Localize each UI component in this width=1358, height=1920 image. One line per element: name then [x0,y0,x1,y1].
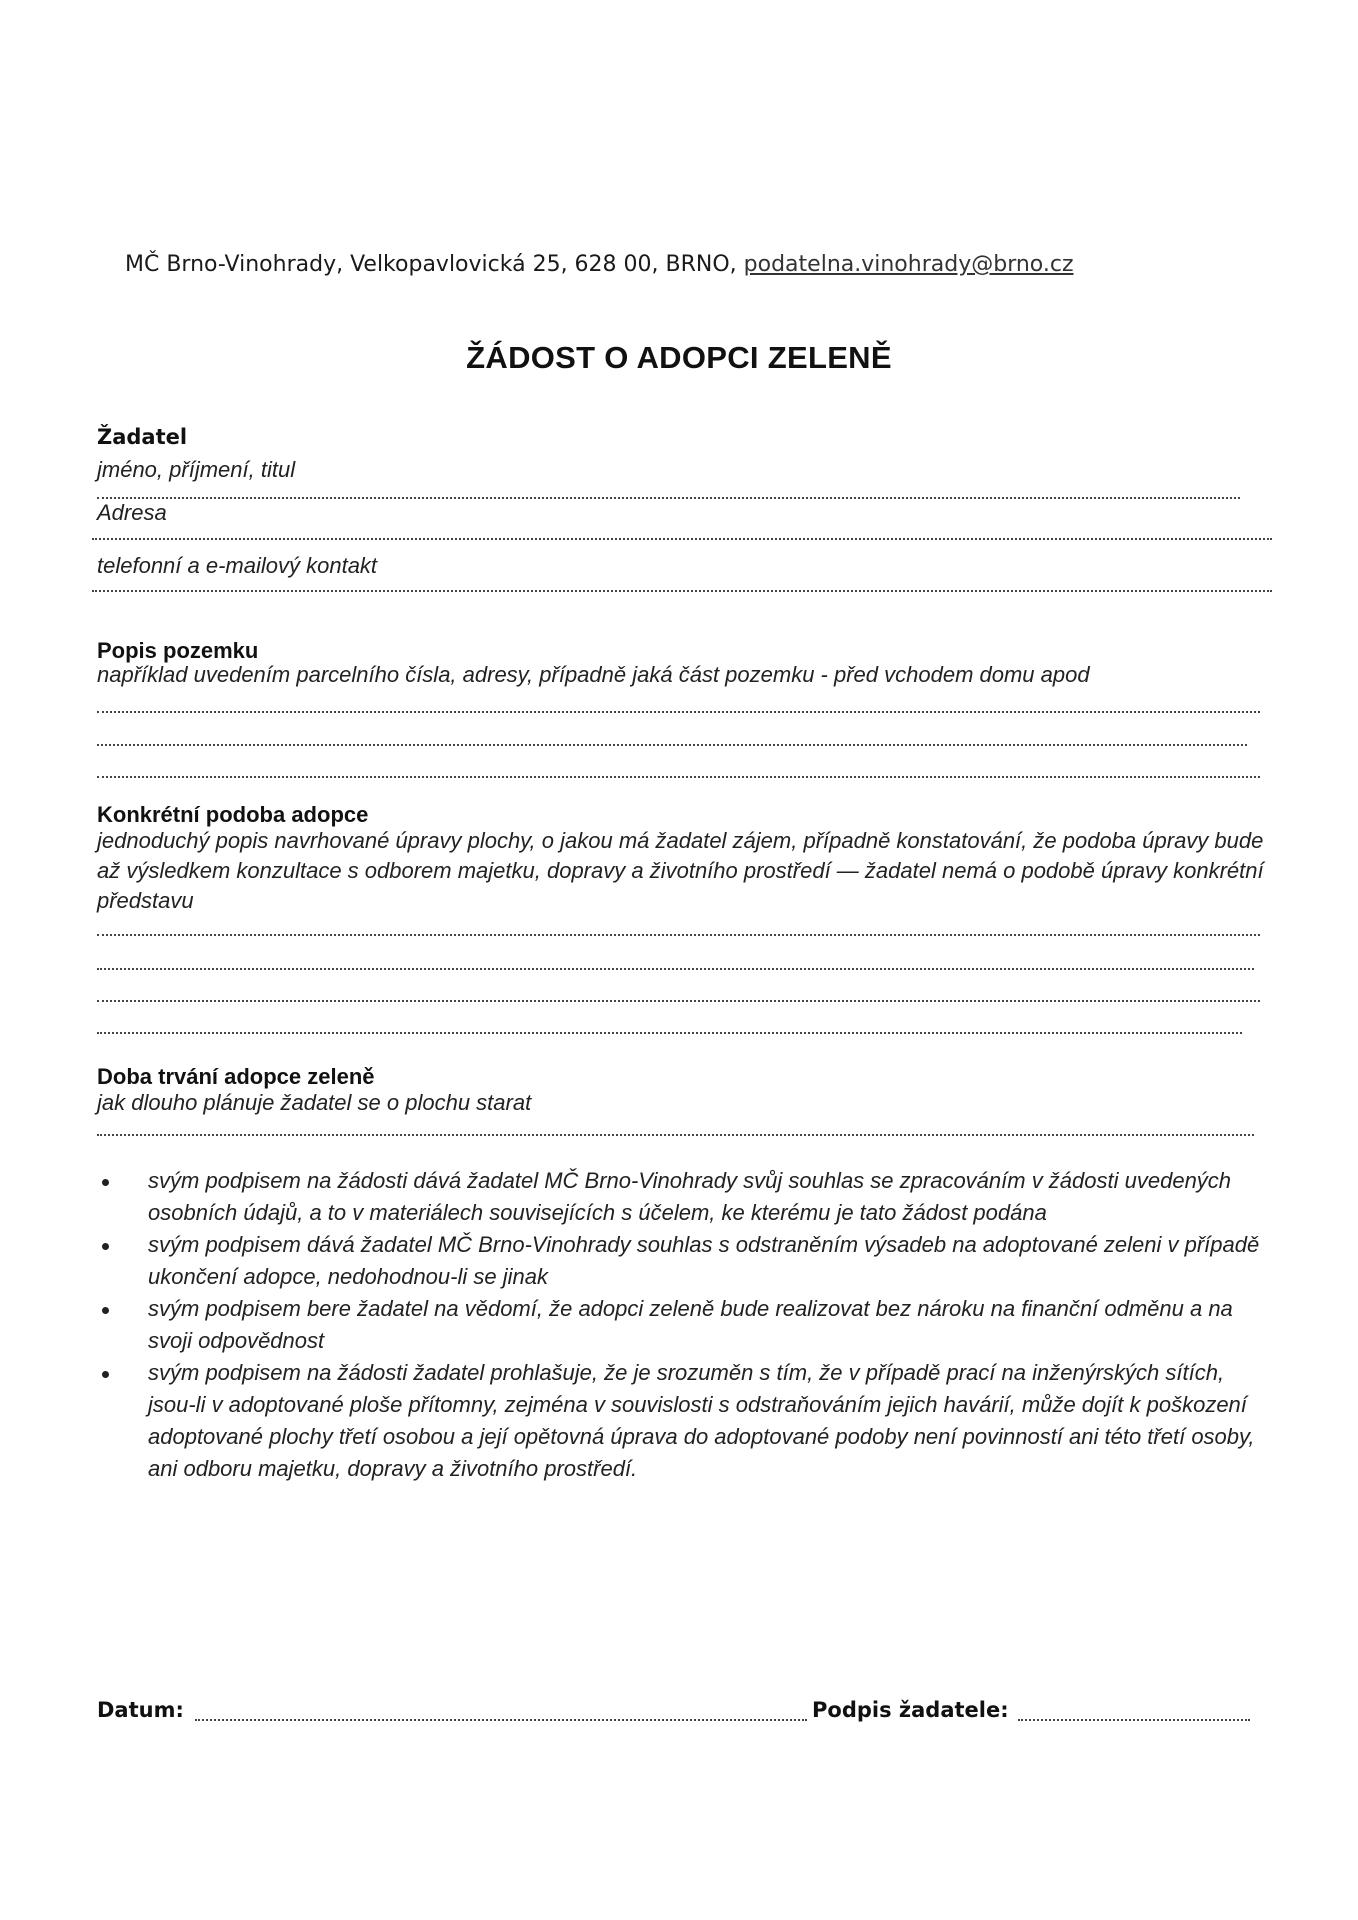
applicant-contact-line [92,590,1272,592]
adoption-form-line-3 [97,1000,1260,1002]
bullet-icon [102,1179,109,1186]
applicant-contact-hint: telefonní a e-mailový kontakt [97,553,378,578]
duration-hint: jak dlouho plánuje žadatel se o plochu starat [97,1090,532,1115]
land-line-1 [97,711,1260,713]
signature-field-line[interactable] [1018,1719,1250,1721]
land-hint: například uvedením parcelního čísla, adresy, případně jaká část pozemku - před vchodem domu apod [97,662,1090,687]
applicant-heading: Žadatel [97,425,188,449]
land-heading: Popis pozemku [97,638,259,663]
bullet-icon [102,1371,109,1378]
land-line-3 [97,776,1260,778]
office-address: MČ Brno-Vinohrady, Velkopavlovická 25, 628 00, BRNO, [125,252,737,277]
adoption-form-line-4 [97,1032,1242,1034]
adoption-form-heading: Konkrétní podoba adopce [97,802,369,827]
consent-item: svým podpisem bere žadatel na vědomí, že adopci zeleně bude realizovat bez nároku na finanční odměnu a na svoji odpovědnost [94,1293,1274,1357]
date-label: Datum: [97,1698,184,1722]
bullet-icon [102,1243,109,1250]
adoption-form-hint: jednoduchý popis navrhované úpravy plochy, o jakou má žadatel zájem, případně konstatování, že podoba úpravy bude až výsledkem konzultace s odborem majetku, dopravy a životního prostředí — žadatel nemá o podobě úpravy konkrétní představu [97,828,1264,913]
consent-item: svým podpisem na žádosti žadatel prohlašuje, že je srozuměn s tím, že v případě prací na inženýrských sítích, jsou-li v adoptované ploše přítomny, zejména v souvislosti s odstraňováním jejich havárií, může dojít k poškození adoptované plochy třetí osobou a její opětovná úprava do adoptované podoby není povinností ani této třetí osoby, ani odboru majetku, dopravy a životního prostředí. [94,1357,1274,1485]
applicant-name-hint: jméno, příjmení, titul [97,457,296,482]
applicant-name-line [97,497,1240,499]
duration-heading: Doba trvání adopce zeleně [97,1064,375,1089]
date-field-line[interactable] [195,1719,807,1721]
consent-list [94,1165,1274,1485]
consent-item: svým podpisem na žádosti dává žadatel MČ Brno-Vinohrady svůj souhlas se zpracováním v žádosti uvedených osobních údajů, a to v materiálech souvisejících s účelem, ke kterému je tato žádost podána [94,1165,1274,1229]
bullet-icon [102,1307,109,1314]
duration-line [97,1134,1254,1136]
applicant-address-line [92,538,1272,540]
consent-item: svým podpisem dává žadatel MČ Brno-Vinohrady souhlas s odstraněním výsadeb na adoptované zeleni v případě ukončení adopce, nedohodnou-li se jinak [94,1229,1274,1293]
office-email-link[interactable]: podatelna.vinohrady@brno.cz [743,252,1074,277]
adoption-form-line-1 [97,934,1260,936]
land-line-2 [97,744,1247,746]
office-address-line [125,252,1074,277]
adoption-form-line-2 [97,968,1254,970]
applicant-address-hint: Adresa [97,500,167,525]
signature-label: Podpis žadatele: [812,1698,1009,1722]
document-title: ŽÁDOST O ADOPCI ZELENĚ [466,340,892,375]
